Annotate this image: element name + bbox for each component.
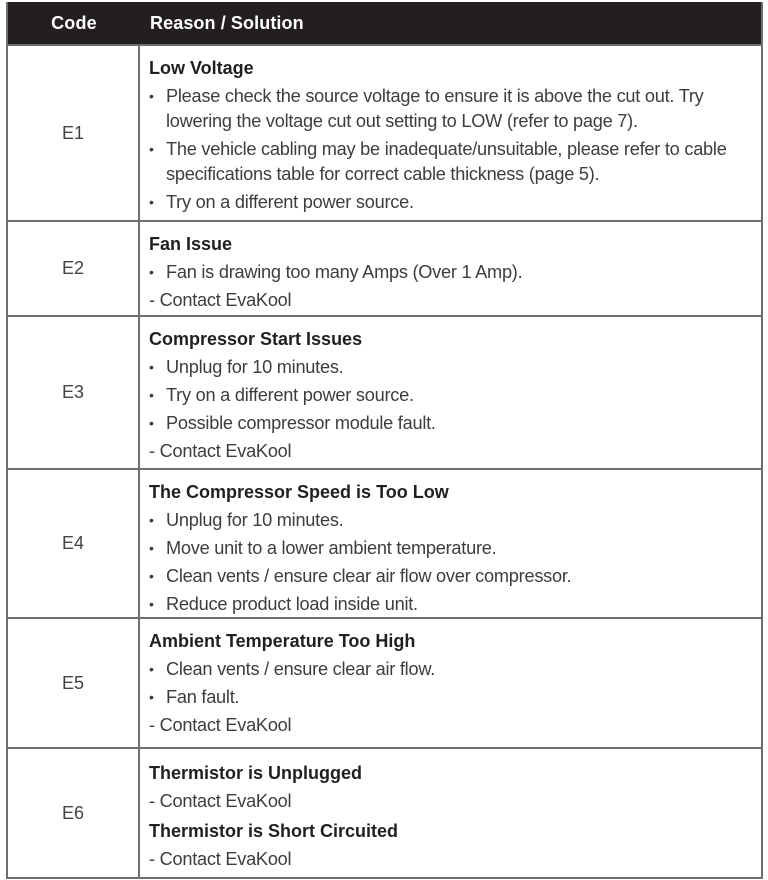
reason-cell <box>140 317 761 468</box>
error-code: E2 <box>8 222 140 315</box>
list-item <box>149 562 753 590</box>
reason-heading: Ambient Temperature Too High <box>149 631 416 651</box>
reason-cell <box>140 749 761 877</box>
table-row-e3 <box>8 315 761 468</box>
error-code: E3 <box>8 317 140 468</box>
list-item <box>149 135 753 188</box>
list-item-text: Try on a different power source. <box>166 192 414 212</box>
reason-cell <box>140 619 761 747</box>
reason-heading: Thermistor is Unplugged <box>149 763 363 783</box>
column-header-code: Code <box>51 12 97 33</box>
list-item <box>149 534 753 562</box>
list-item-text: Fan is drawing too many Amps (Over 1 Amp). <box>166 262 523 282</box>
reason-heading: Fan Issue <box>149 234 233 254</box>
table-row-e5 <box>8 617 761 747</box>
list-item-text: Unplug for 10 minutes. <box>166 357 344 377</box>
error-code: E5 <box>8 619 140 747</box>
table-row-e4 <box>8 468 761 617</box>
list-item-text: The vehicle cabling may be inadequate/unsuitable, please refer to cable specifications table for correct cable thickness (page 5). <box>166 139 727 184</box>
list-item <box>149 188 753 216</box>
list-item <box>149 590 753 618</box>
bullet-icon: • <box>149 264 154 280</box>
reason-heading: Compressor Start Issues <box>149 329 363 349</box>
reason-cell <box>140 470 761 617</box>
list-item <box>149 506 753 534</box>
table-header <box>8 2 761 44</box>
error-code: E1 <box>8 46 140 220</box>
reason-heading: Low Voltage <box>149 58 254 78</box>
error-code: E4 <box>8 470 140 617</box>
list-item <box>149 353 753 381</box>
list-item-text: Possible compressor module fault. <box>166 413 436 433</box>
table-row-e2 <box>8 220 761 315</box>
contact-note: - Contact EvaKool <box>149 715 292 735</box>
bullet-icon: • <box>149 512 154 528</box>
list-item-text: Unplug for 10 minutes. <box>166 510 344 530</box>
contact-note: - Contact EvaKool <box>149 441 292 461</box>
bullet-icon: • <box>149 689 154 705</box>
table-row-e6 <box>8 747 761 877</box>
error-code-table <box>6 2 763 879</box>
list-item <box>149 82 753 135</box>
bullet-icon: • <box>149 415 154 431</box>
table-row-e1 <box>8 44 761 220</box>
column-header-reason: Reason / Solution <box>150 12 304 33</box>
bullet-icon: • <box>149 387 154 403</box>
reason-cell <box>140 222 761 315</box>
list-item-text: Try on a different power source. <box>166 385 414 405</box>
list-item-text: Please check the source voltage to ensure it is above the cut out. Try lowering the voltage cut out setting to LOW (refer to page 7). <box>166 86 704 131</box>
list-item <box>149 655 753 683</box>
bullet-icon: • <box>149 540 154 556</box>
list-item <box>149 381 753 409</box>
reason-heading-secondary: Thermistor is Short Circuited <box>149 821 399 841</box>
list-item-text: Fan fault. <box>166 687 240 707</box>
reason-heading: The Compressor Speed is Too Low <box>149 482 449 502</box>
list-item <box>149 409 753 437</box>
reason-cell <box>140 46 761 220</box>
bullet-icon: • <box>149 661 154 677</box>
list-item-text: Move unit to a lower ambient temperature. <box>166 538 497 558</box>
bullet-icon: • <box>149 359 154 375</box>
contact-note: - Contact EvaKool <box>149 290 292 310</box>
bullet-icon: • <box>149 596 154 612</box>
error-code: E6 <box>8 749 140 877</box>
list-item <box>149 258 753 286</box>
bullet-icon: • <box>149 568 154 584</box>
list-item-text: Clean vents / ensure clear air flow over compressor. <box>166 566 572 586</box>
bullet-icon: • <box>149 88 154 104</box>
bullet-icon: • <box>149 141 154 157</box>
contact-note-secondary: - Contact EvaKool <box>149 849 292 869</box>
list-item-text: Clean vents / ensure clear air flow. <box>166 659 435 679</box>
contact-note: - Contact EvaKool <box>149 791 292 811</box>
list-item-text: Reduce product load inside unit. <box>166 594 418 614</box>
bullet-icon: • <box>149 194 154 210</box>
list-item <box>149 683 753 711</box>
